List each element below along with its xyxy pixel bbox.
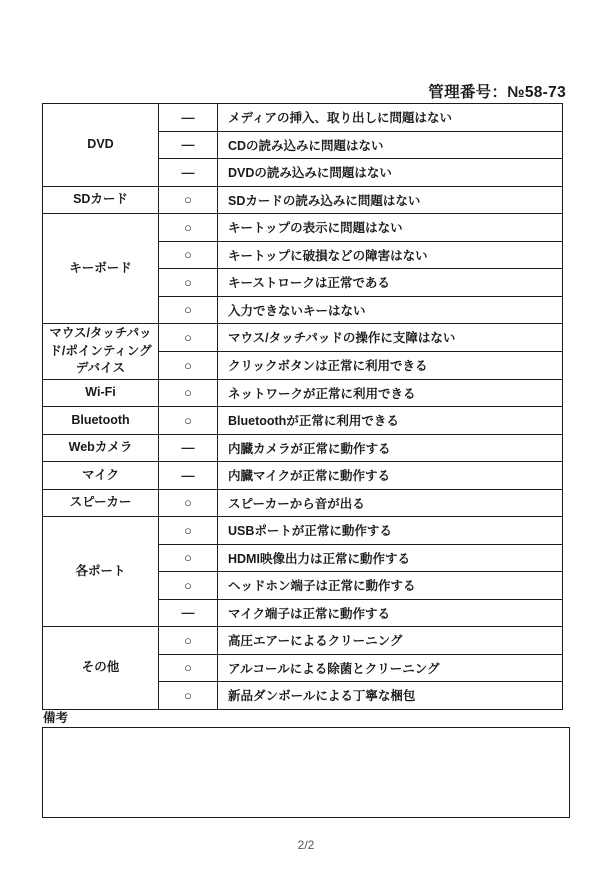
status-cell: ○	[159, 654, 218, 682]
category-cell: スピーカー	[43, 489, 159, 517]
status-cell: ○	[159, 214, 218, 242]
status-cell: —	[159, 599, 218, 627]
table-row	[43, 407, 563, 435]
description-cell: スピーカーから音が出る	[218, 489, 563, 517]
inspection-checklist-table	[42, 103, 563, 710]
remarks-box	[42, 727, 570, 818]
status-cell: ○	[159, 517, 218, 545]
description-cell: マイク端子は正常に動作する	[218, 599, 563, 627]
management-number: 管理番号：№58-73	[428, 84, 566, 101]
description-cell: 入力できないキーはない	[218, 296, 563, 324]
description-cell: SDカードの読み込みに問題はない	[218, 186, 563, 214]
category-cell: その他	[43, 627, 159, 710]
status-cell: ○	[159, 489, 218, 517]
table-row	[43, 104, 563, 132]
description-cell: ネットワークが正常に利用できる	[218, 379, 563, 407]
status-cell: ○	[159, 544, 218, 572]
description-cell: キートップの表示に問題はない	[218, 214, 563, 242]
description-cell: 内臓マイクが正常に動作する	[218, 462, 563, 490]
status-cell: —	[159, 434, 218, 462]
status-cell: ○	[159, 407, 218, 435]
description-cell: Bluetoothが正常に利用できる	[218, 407, 563, 435]
table-row	[43, 379, 563, 407]
status-cell: —	[159, 159, 218, 187]
status-cell: ○	[159, 186, 218, 214]
category-cell: 各ポート	[43, 517, 159, 627]
table-row	[43, 517, 563, 545]
category-cell: SDカード	[43, 186, 159, 214]
category-cell: Wi-Fi	[43, 379, 159, 407]
description-cell: マウス/タッチパッドの操作に支障はない	[218, 324, 563, 352]
category-cell: マイク	[43, 462, 159, 490]
table-row	[43, 462, 563, 490]
category-cell: DVD	[43, 104, 159, 187]
status-cell: ○	[159, 379, 218, 407]
table-row	[43, 186, 563, 214]
description-cell: CDの読み込みに問題はない	[218, 131, 563, 159]
status-cell: ○	[159, 682, 218, 710]
status-cell: ○	[159, 572, 218, 600]
table-row	[43, 627, 563, 655]
status-cell: ○	[159, 351, 218, 379]
category-cell: マウス/タッチパッド/ポインティングデバイス	[43, 324, 159, 380]
table-row	[43, 489, 563, 517]
table-row	[43, 214, 563, 242]
status-cell: —	[159, 462, 218, 490]
description-cell: クリックボタンは正常に利用できる	[218, 351, 563, 379]
table-row	[43, 324, 563, 352]
table-row	[43, 434, 563, 462]
status-cell: ○	[159, 269, 218, 297]
description-cell: 新品ダンボールによる丁寧な梱包	[218, 682, 563, 710]
description-cell: DVDの読み込みに問題はない	[218, 159, 563, 187]
status-cell: —	[159, 131, 218, 159]
description-cell: キーストロークは正常である	[218, 269, 563, 297]
description-cell: 高圧エアーによるクリーニング	[218, 627, 563, 655]
description-cell: HDMI映像出力は正常に動作する	[218, 544, 563, 572]
description-cell: ヘッドホン端子は正常に動作する	[218, 572, 563, 600]
page-number: 2/2	[297, 838, 315, 852]
description-cell: アルコールによる除菌とクリーニング	[218, 654, 563, 682]
description-cell: メディアの挿入、取り出しに問題はない	[218, 104, 563, 132]
status-cell: ○	[159, 241, 218, 269]
category-cell: キーボード	[43, 214, 159, 324]
status-cell: —	[159, 104, 218, 132]
remarks-label: 備考	[43, 711, 69, 725]
description-cell: 内臓カメラが正常に動作する	[218, 434, 563, 462]
category-cell: Webカメラ	[43, 434, 159, 462]
description-cell: キートップに破損などの障害はない	[218, 241, 563, 269]
status-cell: ○	[159, 627, 218, 655]
category-cell: Bluetooth	[43, 407, 159, 435]
status-cell: ○	[159, 324, 218, 352]
status-cell: ○	[159, 296, 218, 324]
description-cell: USBポートが正常に動作する	[218, 517, 563, 545]
